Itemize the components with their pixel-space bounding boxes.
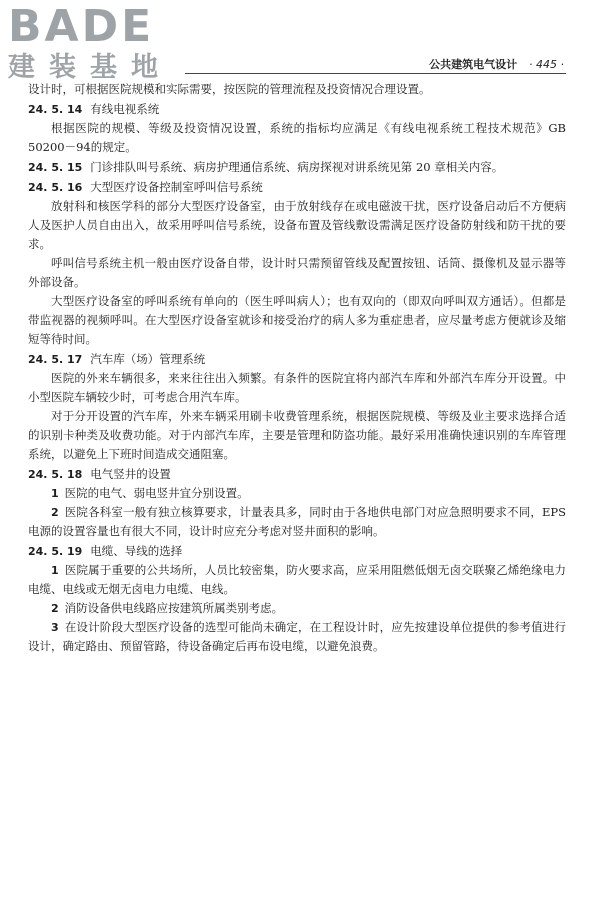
item-text: 医院的电气、弱电竖井宜分别设置。 <box>64 486 249 500</box>
section-heading <box>28 158 566 177</box>
section-title: 大型医疗设备控制室呼叫信号系统 <box>90 180 263 194</box>
list-item <box>28 484 566 503</box>
item-number: 2 <box>51 506 59 519</box>
header-title: 公共建筑电气设计 <box>429 58 518 71</box>
list-item <box>28 618 566 656</box>
paragraph: 呼叫信号系统主机一般由医疗设备自带，设计时只需预留管线及配置按钮、话筒、摄像机及显示器等外部设备。 <box>28 256 566 289</box>
section-heading <box>28 350 566 369</box>
item-text: 消防设备供电线路应按建筑所属类别考虑。 <box>64 601 284 615</box>
logo-subtitle: 建装基地 <box>8 52 172 83</box>
section-title: 门诊排队叫号系统、病房护理通信系统、病房探视对讲系统见第 20 章相关内容。 <box>90 160 504 174</box>
section-number: 24. 5. 19 <box>28 545 83 558</box>
item-text: 在设计阶段大型医疗设备的选型可能尚未确定，在工程设计时，应先按建设单位提供的参考值进行设计，确定路由、预留管路，待设备确定后再布设电缆，以避免浪费。 <box>28 620 566 653</box>
section-heading <box>28 178 566 197</box>
item-number: 3 <box>51 621 59 634</box>
section-title: 汽车库（场）管理系统 <box>90 352 206 366</box>
section-heading <box>28 542 566 561</box>
paragraph: 医院的外来车辆很多，来来往往出入频繁。有条件的医院宜将内部汽车库和外部汽车库分开设置。中小型医院车辆较少时，可考虑合用汽车库。 <box>28 371 566 404</box>
paragraph: 对于分开设置的汽车库，外来车辆采用刷卡收费管理系统，根据医院规模、等级及业主要求选择合适的识别卡种类及收费功能。对于内部汽车库，主要是管理和防盗功能。最好采用准确快速识别的车库管理系统，以避免上下班时间造成交通阻塞。 <box>28 409 566 461</box>
running-header <box>429 56 564 72</box>
section-heading <box>28 465 566 484</box>
section-number: 24. 5. 15 <box>28 161 83 174</box>
list-item <box>28 599 566 618</box>
page-body <box>28 80 566 656</box>
item-text: 医院属于重要的公共场所，人员比较密集，防火要求高，应采用阻燃低烟无卤交联聚乙烯绝缘电力电缆、电线或无烟无卤电力电缆、电线。 <box>28 563 566 596</box>
item-number: 1 <box>51 564 59 577</box>
paragraph: 设计时，可根据医院规模和实际需要，按医院的管理流程及投资情况合理设置。 <box>28 82 431 96</box>
item-text: 医院各科室一般有独立核算要求，计量表具多，同时由于各地供电部门对应急照明要求不同，EPS电源的设置容量也有很大不同，设计时应充分考虑对竖井面积的影响。 <box>28 505 566 538</box>
list-item <box>28 561 566 599</box>
paragraph: 放射科和核医学科的部分大型医疗设备室，由于放射线存在或电磁波干扰，医疗设备启动后不方便病人及医护人员自由出入，故采用呼叫信号系统，设备布置及管线敷设需满足医疗设备防射线和防干扰的要求。 <box>28 199 566 251</box>
header-rule <box>185 73 566 74</box>
section-number: 24. 5. 17 <box>28 353 83 366</box>
section-title: 电气竖井的设置 <box>90 467 171 481</box>
section-heading <box>28 100 566 119</box>
list-item <box>28 503 566 541</box>
paragraph: 根据医院的规模、等级及投资情况设置，系统的指标均应满足《有线电视系统工程技术规范》GB 50200－94的规定。 <box>28 121 566 154</box>
section-number: 24. 5. 16 <box>28 181 83 194</box>
page-number: · 445 · <box>529 58 564 71</box>
logo-wordmark: BADE <box>8 1 155 52</box>
section-title: 有线电视系统 <box>90 102 160 116</box>
section-number: 24. 5. 14 <box>28 103 83 116</box>
section-title: 电缆、导线的选择 <box>90 544 183 558</box>
paragraph: 大型医疗设备室的呼叫系统有单向的（医生呼叫病人）；也有双向的（即双向呼叫双方通话）。但都是带监视器的视频呼叫。在大型医疗设备室就诊和接受治疗的病人多为重症患者，应尽量考虑方便就诊及缩短等待时间。 <box>28 294 566 346</box>
section-number: 24. 5. 18 <box>28 468 83 481</box>
item-number: 1 <box>51 487 59 500</box>
item-number: 2 <box>51 602 59 615</box>
bade-logo <box>8 1 178 84</box>
